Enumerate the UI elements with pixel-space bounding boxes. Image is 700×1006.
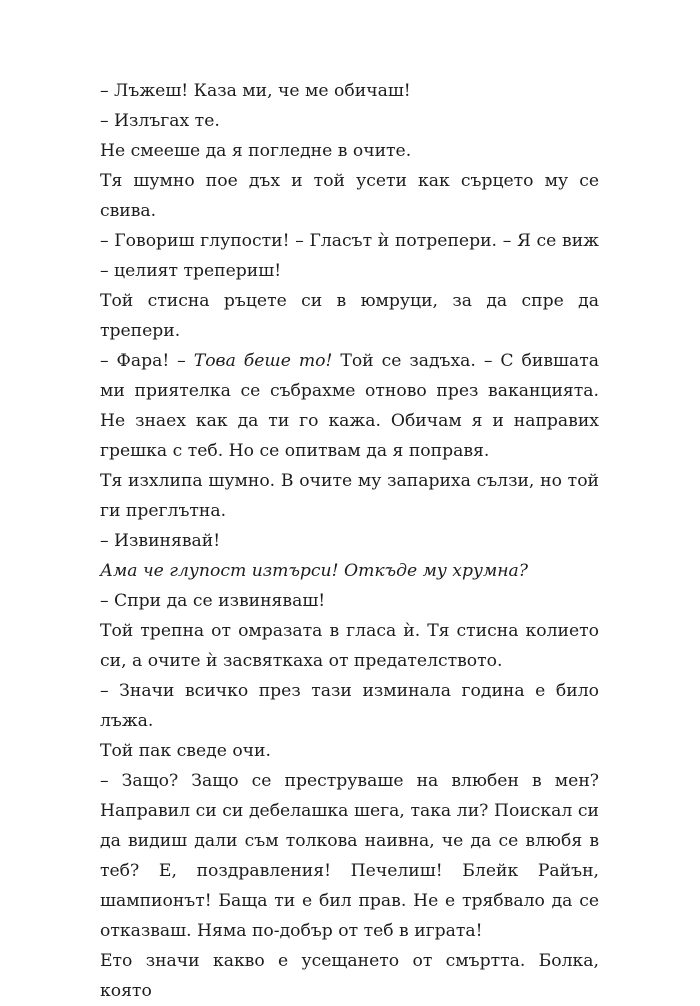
paragraph [100,586,599,616]
italic-text: Това беше то! [193,351,333,371]
text-run: – Извинявай! [100,531,221,551]
text-run: Тя шумно пое дъх и той усети как сърцето му се свива. [100,171,599,221]
paragraph [100,286,599,346]
text-run: – Значи всичко през тази изминала година е било лъжа. [100,681,599,731]
paragraph [100,616,599,676]
paragraph [100,226,599,286]
text-run: Той трепна от омразата в гласа ѝ. Тя стисна колието си, а очите ѝ засвяткаха от предателството. [100,621,599,671]
book-page [100,76,599,1006]
paragraph [100,136,599,166]
paragraph [100,556,599,586]
paragraph [100,466,599,526]
text-run: – Лъжеш! Каза ми, че ме обичаш! [100,81,411,101]
text-run: Той пак сведе очи. [100,741,271,761]
italic-text: Ама че глупост изтърси! Откъде му хрумна? [100,561,528,581]
paragraph [100,526,599,556]
paragraph [100,346,599,466]
paragraph [100,106,599,136]
text-run: Той стисна ръцете си в юмруци, за да спре да трепери. [100,291,599,341]
paragraph [100,676,599,736]
text-run: Не смееше да я погледне в очите. [100,141,412,161]
paragraph [100,766,599,946]
text-run: – Защо? Защо се преструваше на влюбен в мен? Направил си си дебелашка шега, така ли? Поискал си да видиш дали съм толкова наивна, че да се влюбя в теб? Е, поздравления! Печелиш! Блейк Райън, шампионът! Баща ти е бил прав. Не е трябвало да се отказваш. Няма по-добър от теб в играта! [100,771,599,941]
paragraph [100,166,599,226]
text-run: Тя изхлипа шумно. В очите му запариха сълзи, но той ги преглътна. [100,471,599,521]
text-run: – Излъгах те. [100,111,220,131]
text-run: – Спри да се извиняваш! [100,591,326,611]
paragraph [100,76,599,106]
paragraph [100,946,599,1006]
text-run: Той се задъха. – С бившата ми приятелка се събрахме отново през ваканцията. Не знаех как да ти го кажа. Обичам я и направих грешка с теб. Но се опитвам да я поправя. [100,351,599,461]
paragraph [100,736,599,766]
text-run: Ето значи какво е усещането от смъртта. Болка, която [100,951,599,1001]
text-run: – Говориш глупости! – Гласът ѝ потрепери. – Я се виж – целият трепериш! [100,231,599,281]
text-run: – Фара! – [100,351,194,371]
